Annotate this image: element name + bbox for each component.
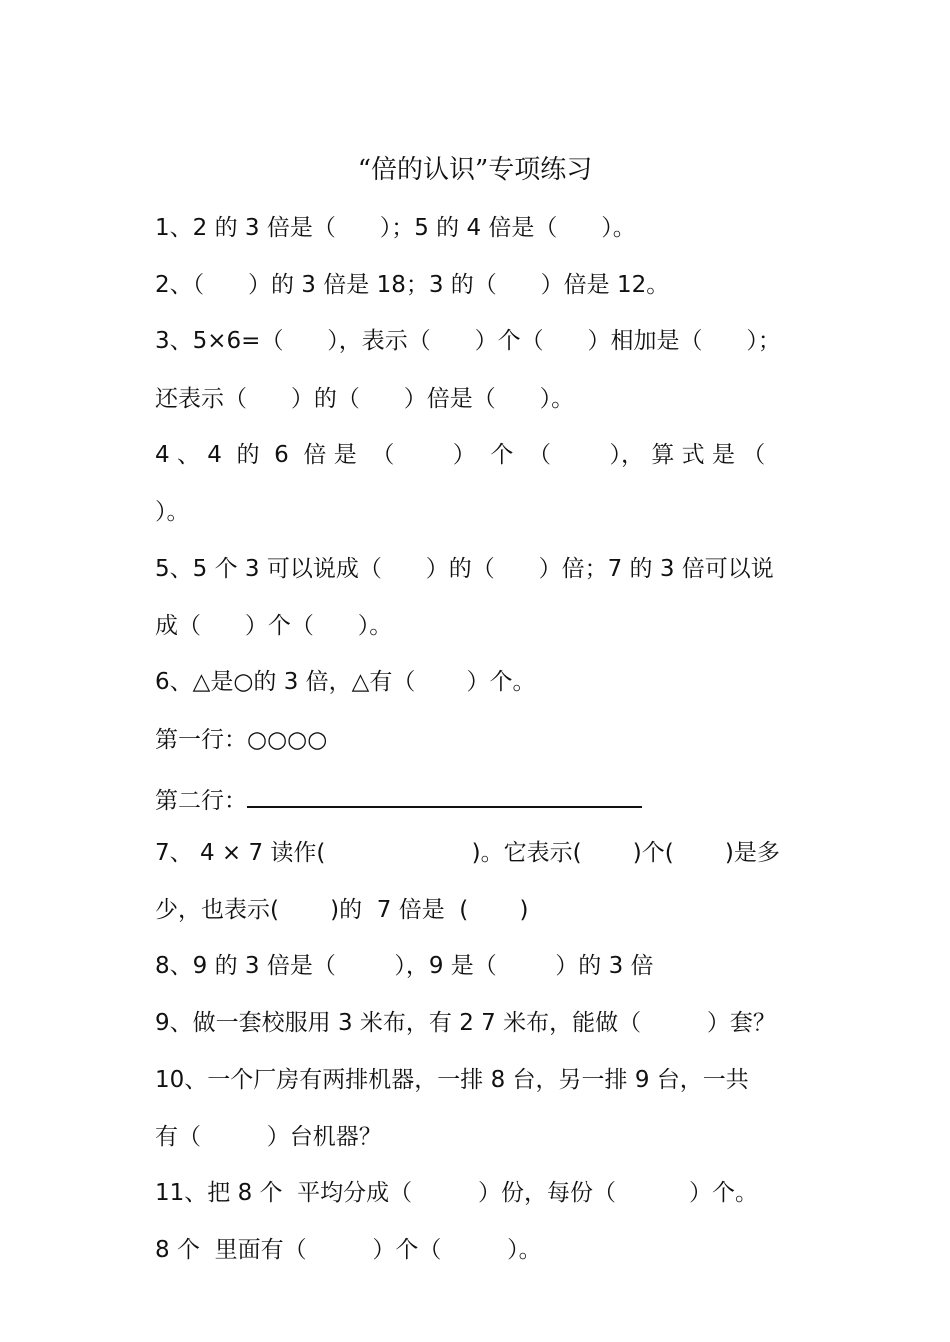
question-3-continued: 还表示（ ）的（ ）倍是（ ）。 bbox=[155, 386, 575, 412]
question-2: 2、（ ）的 3 倍是 18；3 的（ ）倍是 12。 bbox=[155, 272, 670, 298]
question-7: 7、 4 × 7 读作( )。它表示( )个( )是多 bbox=[155, 840, 780, 866]
row-2-label: 第二行： bbox=[155, 788, 247, 814]
question-8: 8、9 的 3 倍是（ ），9 是（ ）的 3 倍 bbox=[155, 953, 654, 979]
question-7-continued: 少，也表示( )的 7 倍是 ( ) bbox=[155, 897, 529, 923]
question-11: 11、把 8 个 平均分成（ ）份，每份（ ）个。 bbox=[155, 1180, 759, 1206]
question-6-row-1: 第一行：○○○○ bbox=[155, 727, 328, 753]
question-4: 4 、 4 的 6 倍 是 （ ） 个 （ ）， 算 式 是 （ bbox=[155, 442, 766, 468]
question-4-continued: ）。 bbox=[155, 499, 190, 525]
question-5: 5、5 个 3 可以说成（ ）的（ ）倍；7 的 3 倍可以说 bbox=[155, 556, 774, 582]
question-6: 6、△是○的 3 倍，△有（ ）个。 bbox=[155, 669, 536, 695]
answer-blank-line bbox=[247, 780, 642, 808]
worksheet-title: “倍的认识”专项练习 bbox=[357, 155, 593, 185]
question-3: 3、5×6=（ ），表示（ ）个（ ）相加是（ ）； bbox=[155, 328, 781, 354]
question-10: 10、一个厂房有两排机器，一排 8 台，另一排 9 台，一共 bbox=[155, 1067, 749, 1093]
question-1: 1、2 的 3 倍是（ ）；5 的 4 倍是（ ）。 bbox=[155, 215, 636, 241]
question-11-continued: 8 个 里面有（ ）个（ ）。 bbox=[155, 1237, 542, 1263]
question-6-row-2 bbox=[155, 780, 642, 819]
question-5-continued: 成（ ）个（ ）。 bbox=[155, 613, 393, 639]
question-9: 9、做一套校服用 3 米布，有 2 7 米布，能做（ ）套？ bbox=[155, 1010, 776, 1036]
question-10-continued: 有（ ）台机器？ bbox=[155, 1124, 382, 1150]
